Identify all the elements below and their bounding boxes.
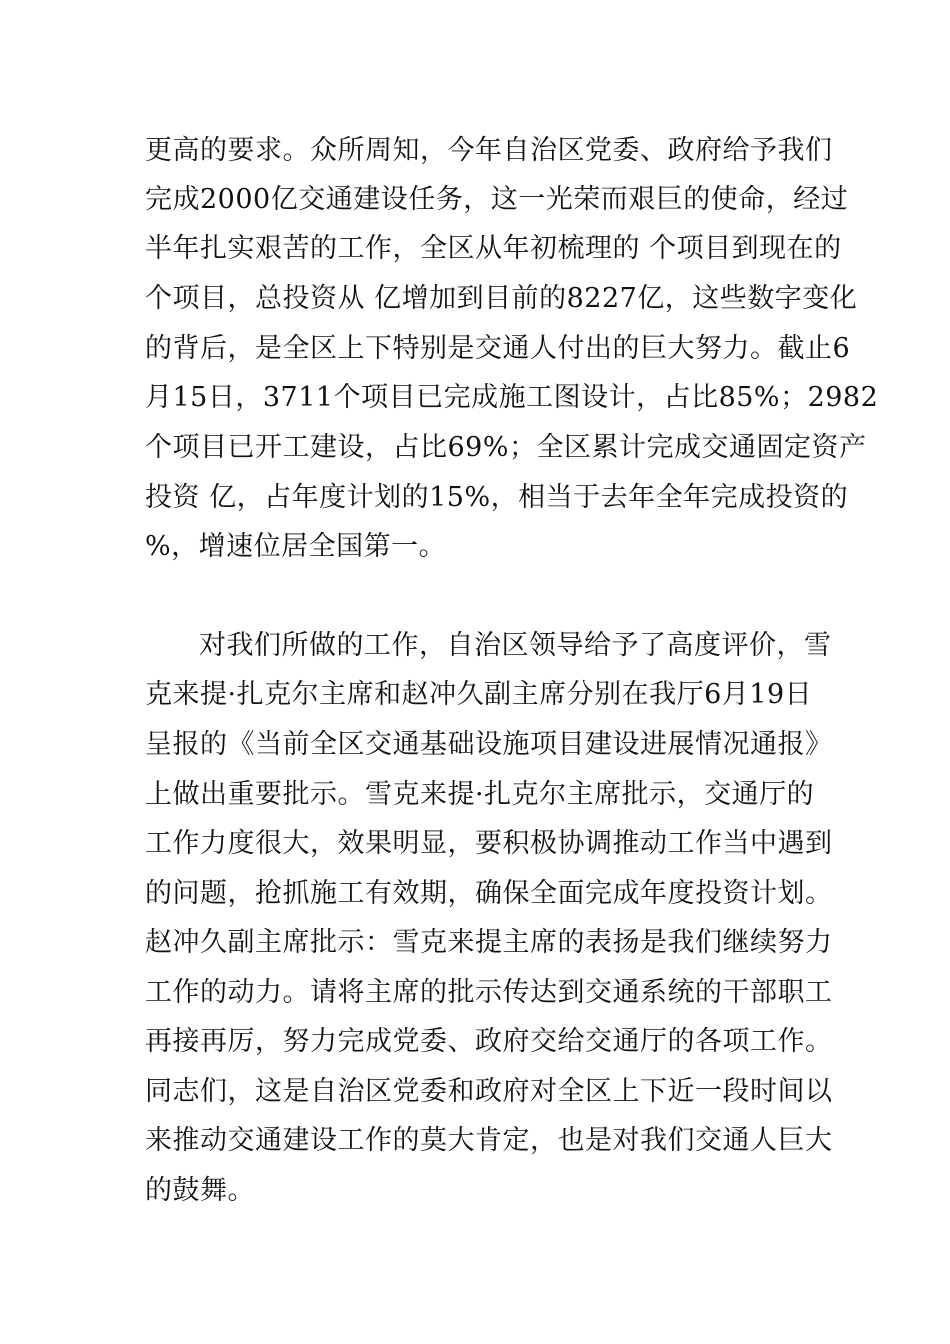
text-line: 更高的要求。众所周知，今年自治区党委、政府给予我们 (145, 135, 833, 166)
text-line: 克来提·扎克尔主席和赵冲久副主席分别在我厅6月19日 (145, 679, 813, 710)
text-line: 呈报的《当前全区交通基础设施项目建设进展情况通报》 (145, 729, 833, 760)
text-line: 的问题，抢抓施工有效期，确保全面完成年度投资计划。 (145, 878, 833, 909)
text-line: 个项目，总投资从 亿增加到目前的8227亿，这些数字变化 (145, 283, 858, 314)
text-line: 半年扎实艰苦的工作，全区从年初梳理的 个项目到现在的 (145, 233, 842, 264)
text-line: 工作力度很大，效果明显，要积极协调推动工作当中遇到 (145, 828, 833, 859)
text-line: 赵冲久副主席批示：雪克来提主席的表扬是我们继续努力 (145, 927, 833, 958)
text-line: 对我们所做的工作，自治区领导给予了高度评价，雪 (199, 630, 832, 661)
text-line: 月15日，3711个项目已完成施工图设计，占比85%；2982 (145, 382, 879, 413)
text-line: 再接再厉，努力完成党委、政府交给交通厅的各项工作。 (145, 1026, 833, 1057)
text-line: 同志们，这是自治区党委和政府对全区上下近一段时间以 (145, 1076, 833, 1107)
text-line: 上做出重要批示。雪克来提·扎克尔主席批示，交通厅的 (145, 779, 815, 810)
text-line: 来推动交通建设工作的莫大肯定，也是对我们交通人巨大 (145, 1125, 833, 1156)
text-line: 完成2000亿交通建设任务，这一光荣而艰巨的使命，经过 (145, 184, 849, 215)
text-line: 的鼓舞。 (145, 1175, 255, 1206)
text-line: 的背后，是全区上下特别是交通人付出的巨大努力。截止6 (145, 333, 851, 364)
text-line: 个项目已开工建设，占比69%；全区累计完成交通固定资产 (145, 432, 867, 463)
text-line: 投资 亿，占年度计划的15%，相当于去年全年完成投资的 (145, 482, 849, 513)
text-line: 工作的动力。请将主席的批示传达到交通系统的干部职工 (145, 977, 833, 1008)
text-line: %，增速位居全国第一。 (145, 531, 447, 562)
